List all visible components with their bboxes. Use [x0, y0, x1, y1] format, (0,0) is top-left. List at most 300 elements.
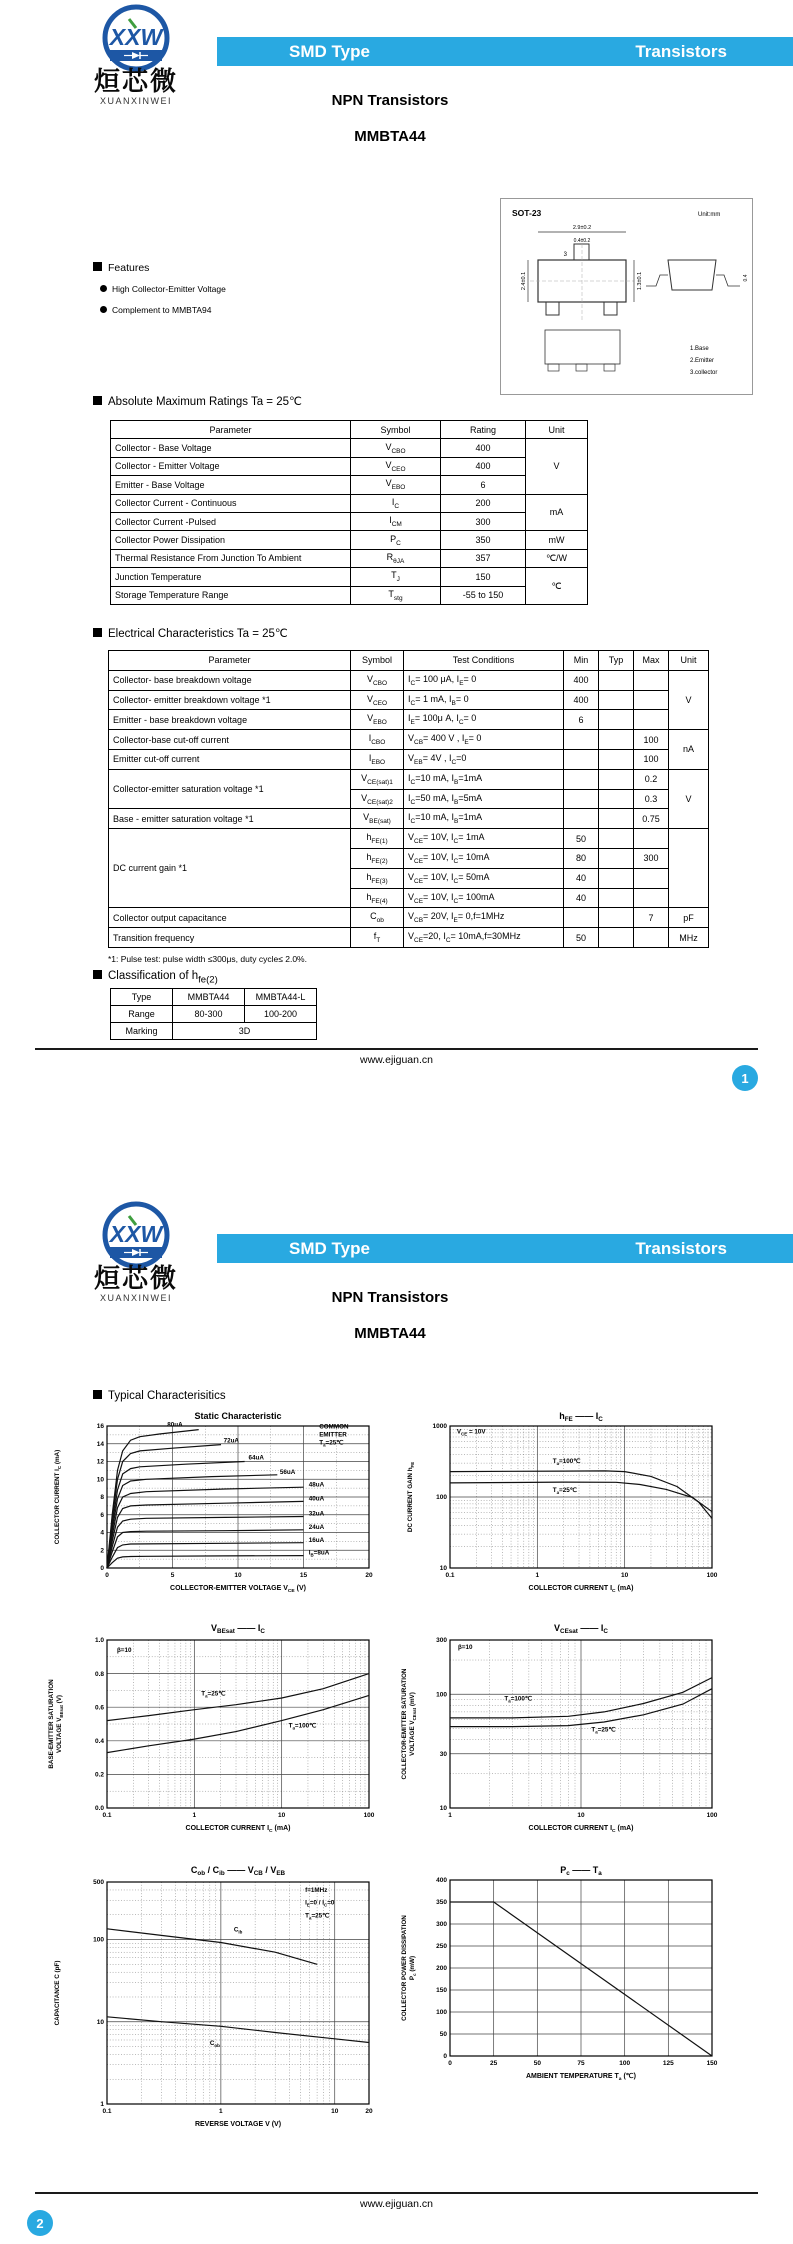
table-cell: $V_{EBO}$	[351, 710, 404, 730]
page-number-badge: 1	[732, 1065, 758, 1091]
table-row	[111, 476, 588, 494]
table-cell: 300	[441, 512, 526, 530]
x-tick-label: 10	[278, 1812, 286, 1819]
table-cell: $V_{CEO}$	[351, 457, 441, 475]
column-header: Parameter	[109, 651, 351, 671]
chart-title: Static Characteristic	[194, 1411, 282, 1421]
table-cell	[634, 928, 669, 948]
y-tick-label: 14	[96, 1440, 104, 1448]
curve-label: $T_a=100℃$	[288, 1722, 317, 1731]
table-cell	[599, 829, 634, 849]
package-unit: Unit:mm	[698, 212, 721, 218]
table-cell: $V_{BE(sat)}$	[351, 809, 404, 829]
table-cell: $C_{ob}$	[351, 908, 404, 928]
table-row	[111, 549, 588, 567]
table-cell: 80-300	[173, 1006, 245, 1023]
table-cell: 80	[564, 848, 599, 868]
logo-english-name: XUANXINWEI	[99, 1293, 173, 1303]
footer-site-link[interactable]: www.ejiguan.cn	[360, 1054, 433, 1066]
chart-title: $P_c$ —— $T_a$	[560, 1865, 602, 1877]
table-cell: Storage Temperature Range	[111, 586, 351, 604]
table-cell: Collector-emitter saturation voltage *1	[109, 769, 351, 809]
x-tick-label: 100	[363, 1812, 375, 1819]
y-tick-label: 1000	[432, 1423, 447, 1431]
x-tick-label: 100	[619, 2060, 631, 2067]
table-row	[109, 809, 709, 829]
logo-monogram: XXW	[109, 24, 163, 50]
pin-legend: 1.Base	[690, 346, 709, 352]
table-cell: 400	[564, 690, 599, 710]
logo-english-name: XUANXINWEI	[99, 96, 173, 106]
curve-label: EMITTER	[319, 1431, 347, 1439]
table-cell: Collector output capacitance	[109, 908, 351, 928]
x-axis-label: COLLECTOR CURRENT $I_C$ (mA)	[528, 1585, 634, 1594]
package-name: SOT-23	[512, 208, 542, 218]
x-tick-label: 50	[533, 2060, 541, 2067]
pin-3-label: 3	[563, 252, 567, 258]
table-cell: $V_{CE}=20$, $I_C= 10mA,f=30MHz$	[404, 928, 564, 948]
y-tick-label: 8	[100, 1494, 104, 1502]
x-tick-label: 150	[706, 2060, 718, 2067]
table-cell: $V_{CE}= 10V$, $I_C= 10mA$	[404, 848, 564, 868]
table-cell	[599, 888, 634, 908]
table-cell: V	[669, 670, 709, 729]
table-cell: $h_{FE(3)}$	[351, 868, 404, 888]
part-number-title: MMBTA44	[354, 128, 426, 145]
hfe-classification-table	[110, 988, 317, 1040]
x-tick-label: 20	[365, 2108, 373, 2115]
curve-label: $T_a=25℃$	[591, 1726, 616, 1735]
header-bar-type: Transistors	[635, 42, 727, 61]
y-tick-label: 1.0	[94, 1637, 104, 1645]
table-cell: $V_{CBO}$	[351, 670, 404, 690]
x-tick-label: 10	[621, 1572, 629, 1579]
x-tick-label: 25	[490, 2060, 498, 2067]
x-axis-label: COLLECTOR CURRENT $I_C$ (mA)	[528, 1825, 634, 1834]
table-cell: Transition frequency	[109, 928, 351, 948]
table-row	[109, 908, 709, 928]
table-row	[111, 457, 588, 475]
table-cell: pF	[669, 908, 709, 928]
column-header: Test Conditions	[404, 651, 564, 671]
pc-vs-ta-chart	[398, 1862, 748, 2106]
pin-legend: 2.Emitter	[690, 358, 715, 364]
x-tick-label: 15	[299, 1572, 308, 1579]
y-tick-label: 250	[436, 1943, 447, 1951]
curve-label: 56uA	[279, 1468, 296, 1476]
y-tick-label: 0.4	[94, 1738, 104, 1745]
table-cell	[634, 868, 669, 888]
table-cell	[599, 690, 634, 710]
table-cell: Collector Power Dissipation	[111, 531, 351, 549]
table-cell: mA	[526, 494, 588, 531]
dim-body-width: 2.9±0.2	[572, 225, 592, 231]
curve-label: 64uA	[248, 1454, 264, 1462]
y-axis-label: DC CURRENT GAIN $h_{FE}$	[407, 1461, 415, 1533]
table-cell: Emitter - base breakdown voltage	[109, 710, 351, 730]
table-row	[109, 670, 709, 690]
chart-title: $h_{FE}$ —— $I_C$	[559, 1411, 603, 1423]
table-cell	[599, 749, 634, 769]
static-characteristic-chart	[45, 1408, 395, 1610]
table-cell	[564, 908, 599, 928]
table-cell	[599, 928, 634, 948]
table-cell: $h_{FE(2)}$	[351, 848, 404, 868]
table-cell	[564, 809, 599, 829]
curve-label: 80uA	[167, 1421, 183, 1429]
column-header: Rating	[441, 421, 526, 439]
section-marker-icon	[93, 396, 102, 405]
curve-label: $T_a=100℃$	[552, 1458, 581, 1467]
y-tick-label: 400	[436, 1877, 447, 1885]
logo-chinese-name: 烜芯微	[93, 66, 179, 96]
table-cell: 0.3	[634, 789, 669, 809]
series-Cib	[107, 1926, 317, 1965]
table-cell: $I_C= 100$ μA, $I_E= 0$	[404, 670, 564, 690]
doc-title: NPN Transistors	[331, 92, 449, 109]
table-cell: 300	[634, 848, 669, 868]
vbesat-vs-ic-chart	[45, 1620, 395, 1854]
table-cell: $h_{FE(4)}$	[351, 888, 404, 908]
table-row	[111, 512, 588, 530]
y-tick-label: 4	[100, 1529, 104, 1537]
table-cell: $V_{CE}= 10V$, $I_C= 100mA$	[404, 888, 564, 908]
curve-label: 16uA	[308, 1536, 325, 1544]
table-cell: 40	[564, 888, 599, 908]
table-cell: $I_{CM}$	[351, 512, 441, 530]
table-cell: 3D	[173, 1023, 317, 1040]
x-tick-label: 10	[234, 1572, 242, 1579]
table-cell	[599, 809, 634, 829]
y-axis-label: COLLECTOR-EMITTER SATURATION	[401, 1668, 408, 1780]
x-axis-label: REVERSE VOLTAGE V (V)	[194, 2121, 282, 2128]
table-cell: $V_{CBO}$	[351, 439, 441, 457]
table-cell: 200	[441, 494, 526, 512]
y-tick-label: 6	[100, 1511, 104, 1519]
table-cell: -55 to 150	[441, 586, 526, 604]
dim-pin-width: 0.4±0.2	[573, 238, 591, 244]
table-row	[111, 568, 588, 586]
table-cell: $I_C=10$ mA, $I_B=1mA$	[404, 769, 564, 789]
table-cell: ℃/W	[526, 549, 588, 567]
table-cell: $f_T$	[351, 928, 404, 948]
y-tick-label: 0.8	[94, 1670, 104, 1678]
abs-max-heading: Absolute Maximum Ratings Ta = 25℃	[93, 394, 302, 408]
classification-heading: Classification of $h_{fe(2)}$	[93, 970, 218, 985]
page-number-badge: 2	[27, 2210, 53, 2236]
features-heading: Features	[93, 262, 149, 274]
table-cell: 350	[441, 531, 526, 549]
bullet-icon	[100, 306, 107, 313]
table-cell: Base - emitter saturation voltage *1	[109, 809, 351, 829]
x-tick-label: 100	[706, 1812, 718, 1819]
x-tick-label: 10	[331, 2108, 339, 2115]
table-cell: MHz	[669, 928, 709, 948]
table-row	[111, 531, 588, 549]
x-tick-label: 0.1	[445, 1572, 455, 1579]
footer-site-link[interactable]: www.ejiguan.cn	[360, 2198, 433, 2210]
curve-label: $T_a=100℃$	[504, 1695, 532, 1704]
brand-logo	[80, 1199, 192, 1309]
y-tick-label: 350	[436, 1899, 447, 1907]
hfe-vs-ic-chart	[398, 1408, 748, 1610]
table-cell: Collector Current -Pulsed	[111, 512, 351, 530]
x-tick-label: 0.1	[102, 2108, 112, 2115]
x-tick-label: 125	[662, 2060, 674, 2067]
y-tick-label: 12	[96, 1458, 104, 1466]
header-bar-type: Transistors	[635, 1239, 727, 1258]
table-cell: Collector- base breakdown voltage	[109, 670, 351, 690]
table-cell: 357	[441, 549, 526, 567]
table-row	[109, 749, 709, 769]
table-cell: $R_{\theta JA}$	[351, 549, 441, 567]
table-row	[109, 928, 709, 948]
brand-logo	[80, 2, 192, 112]
table-cell	[599, 908, 634, 928]
y-tick-label: 50	[439, 2031, 447, 2039]
table-cell: 6	[564, 710, 599, 730]
y-axis-label: COLLECTOR POWER DISSIPATION	[401, 1915, 408, 2021]
table-cell	[634, 710, 669, 730]
table-cell: 100	[634, 749, 669, 769]
table-cell: Range	[111, 1006, 173, 1023]
table-cell: 50	[564, 829, 599, 849]
feature-item: High Collector-Emitter Voltage	[100, 284, 226, 294]
table-cell: nA	[669, 730, 709, 770]
curve-label: $I_B=8uA$	[308, 1549, 330, 1558]
table-cell: 100-200	[245, 1006, 317, 1023]
table-cell: $I_C=50$ mA, $I_B=5mA$	[404, 789, 564, 809]
table-cell: Marking	[111, 1023, 173, 1040]
table-cell	[599, 868, 634, 888]
typical-characteristics-heading: Typical Characterisitics	[93, 1390, 226, 1402]
curve-label: 48uA	[308, 1481, 325, 1489]
table-row	[111, 1023, 317, 1040]
chart-title: $C_{ob} / C_{ib}$ —— $V_{CB} / V_{EB}$	[190, 1865, 286, 1877]
x-tick-label: 0	[105, 1572, 109, 1579]
table-cell	[634, 829, 669, 849]
curve-label: $T_a=25℃$	[201, 1690, 226, 1699]
table-cell: Emitter cut-off current	[109, 749, 351, 769]
y-tick-label: 0.2	[94, 1771, 104, 1779]
header-bar	[217, 37, 793, 66]
table-row	[111, 586, 588, 604]
curve-label: 32uA	[308, 1510, 325, 1518]
x-tick-label: 75	[577, 2060, 585, 2067]
y-axis-label: VOLTAGE $V_{BEsat}$ (V)	[56, 1694, 64, 1754]
y-tick-label: 300	[436, 1921, 447, 1929]
package-outline-drawing	[500, 198, 753, 395]
vcesat-vs-ic-chart	[398, 1620, 748, 1854]
curve-label: 72uA	[223, 1437, 239, 1445]
table-cell: $V_{CE}= 10V$, $I_C= 1mA$	[404, 829, 564, 849]
bullet-icon	[100, 285, 107, 292]
x-tick-label: 1	[219, 2108, 223, 2115]
table-cell: V	[669, 769, 709, 828]
section-marker-icon	[93, 970, 102, 979]
capacitance-vs-voltage-chart	[45, 1862, 395, 2154]
table-cell: $V_{CEO}$	[351, 690, 404, 710]
table-cell: Collector - Base Voltage	[111, 439, 351, 457]
x-tick-label: 100	[706, 1572, 718, 1579]
table-cell: $I_E= 100\mu$ A, $I_C= 0$	[404, 710, 564, 730]
x-tick-label: 1	[192, 1812, 197, 1819]
table-row	[111, 494, 588, 512]
table-cell	[599, 710, 634, 730]
x-tick-label: 20	[365, 1572, 373, 1579]
table-cell: $I_{CBO}$	[351, 730, 404, 750]
table-cell: Collector Current - Continuous	[111, 494, 351, 512]
pulse-test-note: *1: Pulse test: pulse width ≤300μs, duty cycle≤ 2.0%.	[108, 954, 307, 964]
table-cell: $V_{CE}= 10V$, $I_C= 50mA$	[404, 868, 564, 888]
table-cell	[564, 789, 599, 809]
table-cell: Junction Temperature	[111, 568, 351, 586]
table-cell: Thermal Resistance From Junction To Ambient	[111, 549, 351, 567]
elec-char-heading: Electrical Characteristics Ta = 25℃	[93, 626, 288, 640]
table-row	[109, 769, 709, 789]
table-cell: 6	[441, 476, 526, 494]
y-tick-label: 30	[439, 1750, 447, 1758]
table-cell	[564, 769, 599, 789]
table-cell: MMBTA44-L	[245, 989, 317, 1006]
page-header	[0, 1197, 793, 1397]
table-cell: 400	[441, 457, 526, 475]
table-row	[109, 829, 709, 849]
table-cell	[599, 670, 634, 690]
table-row	[109, 690, 709, 710]
table-cell: $h_{FE(1)}$	[351, 829, 404, 849]
curve-label: 40uA	[308, 1495, 325, 1503]
column-header: Min	[564, 651, 599, 671]
column-header: Unit	[669, 651, 709, 671]
table-cell	[599, 789, 634, 809]
y-tick-label: 0	[443, 2053, 447, 2061]
table-cell: Collector-base cut-off current	[109, 730, 351, 750]
y-tick-label: 16	[96, 1423, 104, 1431]
chart-title: $V_{CEsat}$ —— $I_C$	[554, 1623, 608, 1635]
table-cell	[599, 769, 634, 789]
table-cell: $V_{CE(sat)1}$	[351, 769, 404, 789]
y-tick-label: 0.6	[94, 1704, 104, 1712]
curve-label: $V_{CE} = 10V$	[456, 1428, 486, 1437]
y-axis-label: BASE-EMITTER SATURATION	[48, 1679, 55, 1769]
table-cell: $I_C$	[351, 494, 441, 512]
column-header: Unit	[526, 421, 588, 439]
curve-label: β=10	[116, 1646, 132, 1654]
table-cell	[564, 749, 599, 769]
table-cell: $I_{EBO}$	[351, 749, 404, 769]
table-cell	[634, 670, 669, 690]
x-tick-label: 0.1	[102, 1812, 112, 1819]
table-cell: $V_{CE(sat)2}$	[351, 789, 404, 809]
logo-chinese-name: 烜芯微	[93, 1263, 179, 1293]
curve-label: $C_{ob}$	[209, 2040, 220, 2049]
y-axis-label: CAPACITANCE C (pF)	[54, 1960, 61, 2026]
column-header: Typ	[599, 651, 634, 671]
table-cell	[669, 829, 709, 908]
y-tick-label: 0.0	[94, 1805, 104, 1813]
x-tick-label: 1	[448, 1812, 452, 1819]
header-bar-category: SMD Type	[289, 1239, 370, 1258]
table-cell: ℃	[526, 568, 588, 605]
curve-label: COMMON	[319, 1423, 349, 1431]
table-cell: mW	[526, 531, 588, 549]
y-tick-label: 300	[436, 1637, 447, 1645]
y-tick-label: 100	[93, 1936, 104, 1944]
table-cell: 100	[634, 730, 669, 750]
plot-border	[107, 1882, 369, 2104]
table-row	[109, 730, 709, 750]
header-bar-category: SMD Type	[289, 42, 370, 61]
table-cell: Collector - Emitter Voltage	[111, 457, 351, 475]
doc-title: NPN Transistors	[331, 1289, 449, 1306]
table-row	[109, 710, 709, 730]
table-cell: 50	[564, 928, 599, 948]
x-axis-label: COLLECTOR CURRENT $I_C$ (mA)	[185, 1825, 291, 1834]
table-cell: $I_C=10$ mA, $I_B=1mA$	[404, 809, 564, 829]
y-tick-label: 200	[436, 1965, 447, 1973]
table-cell	[564, 730, 599, 750]
section-marker-icon	[93, 628, 102, 637]
dim-inner-height: 1.3±0.1	[637, 271, 643, 291]
header-bar	[217, 1234, 793, 1263]
table-row	[111, 989, 317, 1006]
curve-label: $T_a=25℃$	[305, 1912, 330, 1921]
table-cell: Type	[111, 989, 173, 1006]
curve-label: β=10	[457, 1644, 473, 1652]
footer-rule	[35, 2192, 758, 2194]
curve-label: $I_E=0 / I_C=0$	[305, 1899, 335, 1908]
column-header: Parameter	[111, 421, 351, 439]
y-tick-label: 10	[439, 1565, 447, 1573]
table-cell: Emitter - Base Voltage	[111, 476, 351, 494]
table-cell: 0.75	[634, 809, 669, 829]
table-cell: $V_{EB}= 4V$ , $I_C=0$	[404, 749, 564, 769]
x-tick-label: 10	[577, 1812, 585, 1819]
x-axis-label: AMBIENT TEMPERATURE $T_a$ (℃)	[525, 2073, 637, 2082]
table-cell: $V_{CB}= 20V$, $I_E= 0,f=1MHz$	[404, 908, 564, 928]
table-cell: MMBTA44	[173, 989, 245, 1006]
feature-item: Complement to MMBTA94	[100, 305, 212, 315]
pin-legend: 3.collector	[690, 370, 718, 376]
y-tick-label: 100	[436, 2009, 447, 2017]
curve-label: $T_a=25℃$	[319, 1439, 344, 1448]
table-cell: $I_C= 1$ mA, $I_B= 0$	[404, 690, 564, 710]
dim-lead: 0.4	[743, 274, 749, 282]
series-Ta=100C	[450, 1471, 712, 1519]
table-cell	[599, 730, 634, 750]
table-row	[111, 1006, 317, 1023]
logo-monogram: XXW	[109, 1221, 163, 1247]
footer-rule	[35, 1048, 758, 1050]
y-axis-label: VOLTAGE $V_{CEsat}$ (mV)	[409, 1692, 417, 1756]
y-axis-label: COLLECTOR CURRENT $I_C$ (mA)	[54, 1449, 62, 1545]
table-cell	[599, 848, 634, 868]
curve-label: 24uA	[308, 1523, 325, 1531]
column-header: Symbol	[351, 651, 404, 671]
y-tick-label: 100	[436, 1691, 447, 1699]
column-header: Symbol	[351, 421, 441, 439]
table-header-row	[109, 651, 709, 671]
y-tick-label: 10	[96, 2018, 104, 2026]
y-tick-label: 500	[93, 1879, 104, 1887]
part-number-title: MMBTA44	[354, 1325, 426, 1342]
table-row	[111, 439, 588, 457]
curve-label: f=1MHz	[305, 1886, 328, 1894]
table-cell: 0.2	[634, 769, 669, 789]
table-cell: $V_{EBO}$	[351, 476, 441, 494]
table-cell: 150	[441, 568, 526, 586]
